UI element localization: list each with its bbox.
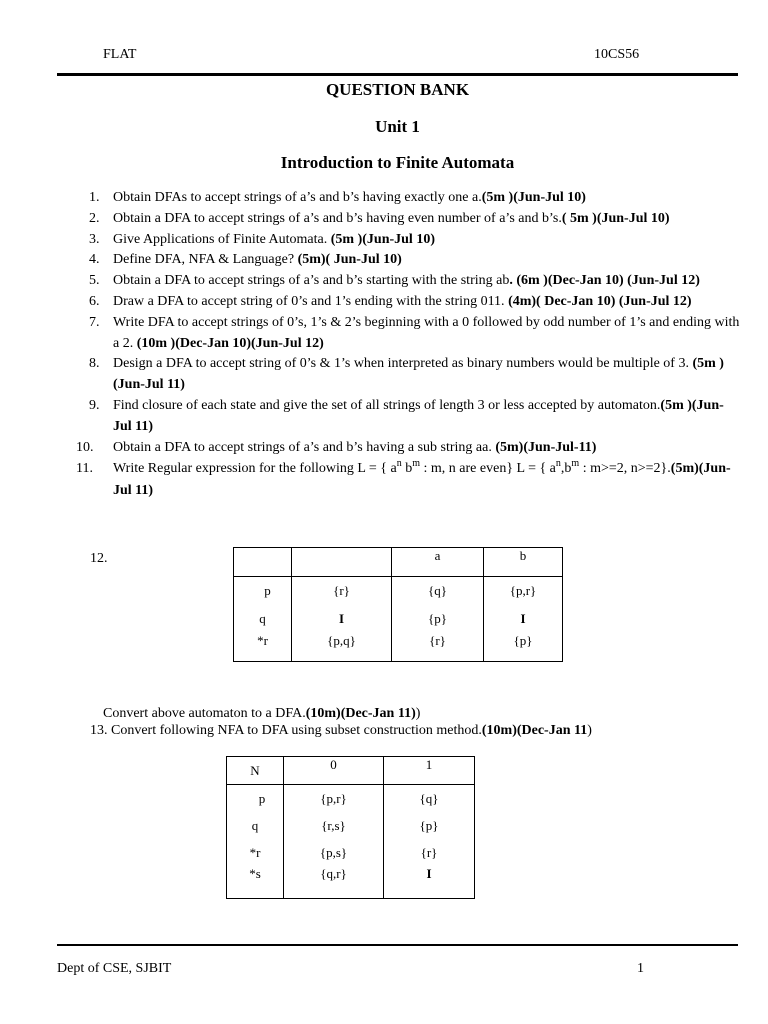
header-right: 10CS56 [594, 47, 640, 62]
table-cell: q [227, 812, 284, 839]
question-number: 4. [89, 252, 100, 268]
table-row [227, 866, 475, 899]
table-row [234, 577, 563, 606]
question-list [76, 188, 740, 502]
table-cell: {p,s} [284, 839, 384, 866]
question-marks: (5m)(Jun-Jul 11) [113, 461, 731, 499]
question-item [76, 250, 740, 271]
transition-table-q12 [233, 547, 563, 662]
table-cell: {q} [384, 785, 475, 813]
question-text: Design a DFA to accept string of 0’s & 1’s when interpreted as binary numbers would be multiple of 3. [113, 356, 693, 372]
table-row [234, 605, 563, 633]
table-cell: {p,q} [292, 633, 392, 662]
footer-left: Dept of CSE, SJBIT [57, 961, 172, 976]
question-text: Obtain DFAs to accept strings of a’s and b’s having exactly one a. [113, 190, 482, 205]
table-cell [234, 548, 292, 577]
page-number: 1 [637, 961, 644, 976]
table-cell: {r} [292, 577, 392, 606]
question-number: 2. [89, 210, 100, 226]
table-cell: p [234, 577, 292, 606]
question-number: 10. [76, 439, 94, 455]
table-header-row [234, 548, 563, 577]
table-cell: I [292, 605, 392, 633]
question-text: Give Applications of Finite Automata. [113, 231, 328, 247]
page-title: QUESTION BANK [325, 80, 470, 99]
question-marks: (4m)( Dec-Jan 10) (Jun-Jul 12) [508, 293, 692, 309]
table-cell: {r,s} [284, 812, 384, 839]
table-row [227, 812, 475, 839]
question-marks: (5m)(Jun-Jul-11) [495, 439, 597, 455]
question-number: 5. [89, 273, 100, 289]
question-marks: (5m )(Jun-Jul 10) [481, 190, 586, 205]
table-cell: *r [227, 839, 284, 866]
table-cell [292, 548, 392, 577]
table-cell: 1 [384, 757, 475, 785]
question-text: Write Regular expression for the following L = { $a^n$ $b^m$ : m, n are even} L = { $a^n,b^m$ : m>=2, n>=2}. [113, 458, 671, 477]
question-item [76, 271, 740, 292]
question-text: Define DFA, NFA & Language? [113, 252, 298, 268]
transition-table-q13 [226, 756, 475, 899]
question-item-11 [76, 458, 740, 502]
question-item-13: 13. Convert following NFA to DFA using subset construction method.(10m)(Dec-Jan 11) [90, 723, 592, 738]
question-number-12: 12. [90, 551, 108, 566]
footer-rule [57, 944, 738, 946]
table-header-row [227, 757, 475, 785]
unit-title: Unit 1 [375, 117, 420, 136]
question-text: Obtain a DFA to accept strings of a’s and b’s having even number of a’s and b’s. [113, 210, 562, 226]
table-cell: {p} [484, 633, 563, 662]
question-marks: (5m )(Jun-Jul 10) [327, 231, 435, 247]
header-rule [57, 73, 738, 76]
table-cell: {p} [384, 812, 475, 839]
table-cell: {p} [392, 605, 484, 633]
table-cell: I [384, 866, 475, 899]
question-text: Find closure of each state and give the set of all strings of length 3 or less accepted by automaton. [113, 397, 661, 413]
table-cell: {q,r} [284, 866, 384, 899]
question-number: 3. [89, 231, 100, 247]
question-marks: . (6m )(Dec-Jan 10) (Jun-Jul 12) [509, 273, 700, 289]
table-cell: *r [234, 633, 292, 662]
question-item [76, 292, 740, 313]
question-item [76, 354, 740, 396]
question-item [76, 230, 740, 251]
table-row [227, 839, 475, 866]
header-left: FLAT [103, 47, 137, 62]
table-row [234, 633, 563, 662]
question-number: 6. [89, 293, 100, 309]
question-marks: (10m )(Dec-Jan 10)(Jun-Jul 12) [136, 335, 324, 351]
table-cell: *s [227, 866, 284, 899]
topic-title: Introduction to Finite Automata [280, 153, 515, 172]
q12-instruction: Convert above automaton to a DFA.(10m)(Dec-Jan 11)) [103, 706, 421, 721]
question-text: Obtain a DFA to accept strings of a’s and b’s starting with the string ab [113, 273, 510, 289]
question-number: 8. [89, 356, 100, 372]
table-cell: {r} [384, 839, 475, 866]
table-cell: I [484, 605, 563, 633]
table-cell: q [234, 605, 292, 633]
table-cell: {q} [392, 577, 484, 606]
table-cell: p [227, 785, 284, 813]
question-item [76, 438, 740, 459]
table-cell: {p,r} [284, 785, 384, 813]
question-number: 7. [89, 314, 100, 330]
question-number: 9. [89, 397, 100, 413]
table-row [227, 785, 475, 813]
question-text: Draw a DFA to accept string of 0’s and 1’s ending with the string 011. [113, 293, 509, 309]
table-cell: a [392, 548, 484, 577]
table-cell: {r} [392, 633, 484, 662]
table-cell: b [484, 548, 563, 577]
table-cell: {p,r} [484, 577, 563, 606]
table-cell: N [227, 757, 284, 785]
question-marks: (5m )(Jun-Jul 11) [113, 397, 724, 434]
question-number: 1. [89, 190, 100, 205]
question-item [76, 188, 740, 209]
question-marks: (5m )(Jun-Jul 11) [113, 356, 724, 393]
question-number: 11. [76, 461, 93, 477]
question-text: Write DFA to accept strings of 0’s, 1’s & 2’s beginning with a 0 followed by odd number of 1’s and ending with a 2. [113, 314, 740, 351]
table-cell: 0 [284, 757, 384, 785]
question-marks: (5m)( Jun-Jul 10) [297, 252, 402, 268]
question-marks: ( 5m )(Jun-Jul 10) [561, 210, 670, 226]
question-item [76, 313, 740, 355]
question-item [76, 396, 740, 438]
question-item [76, 209, 740, 230]
question-text: Obtain a DFA to accept strings of a’s and b’s having a sub string aa. [113, 439, 496, 455]
